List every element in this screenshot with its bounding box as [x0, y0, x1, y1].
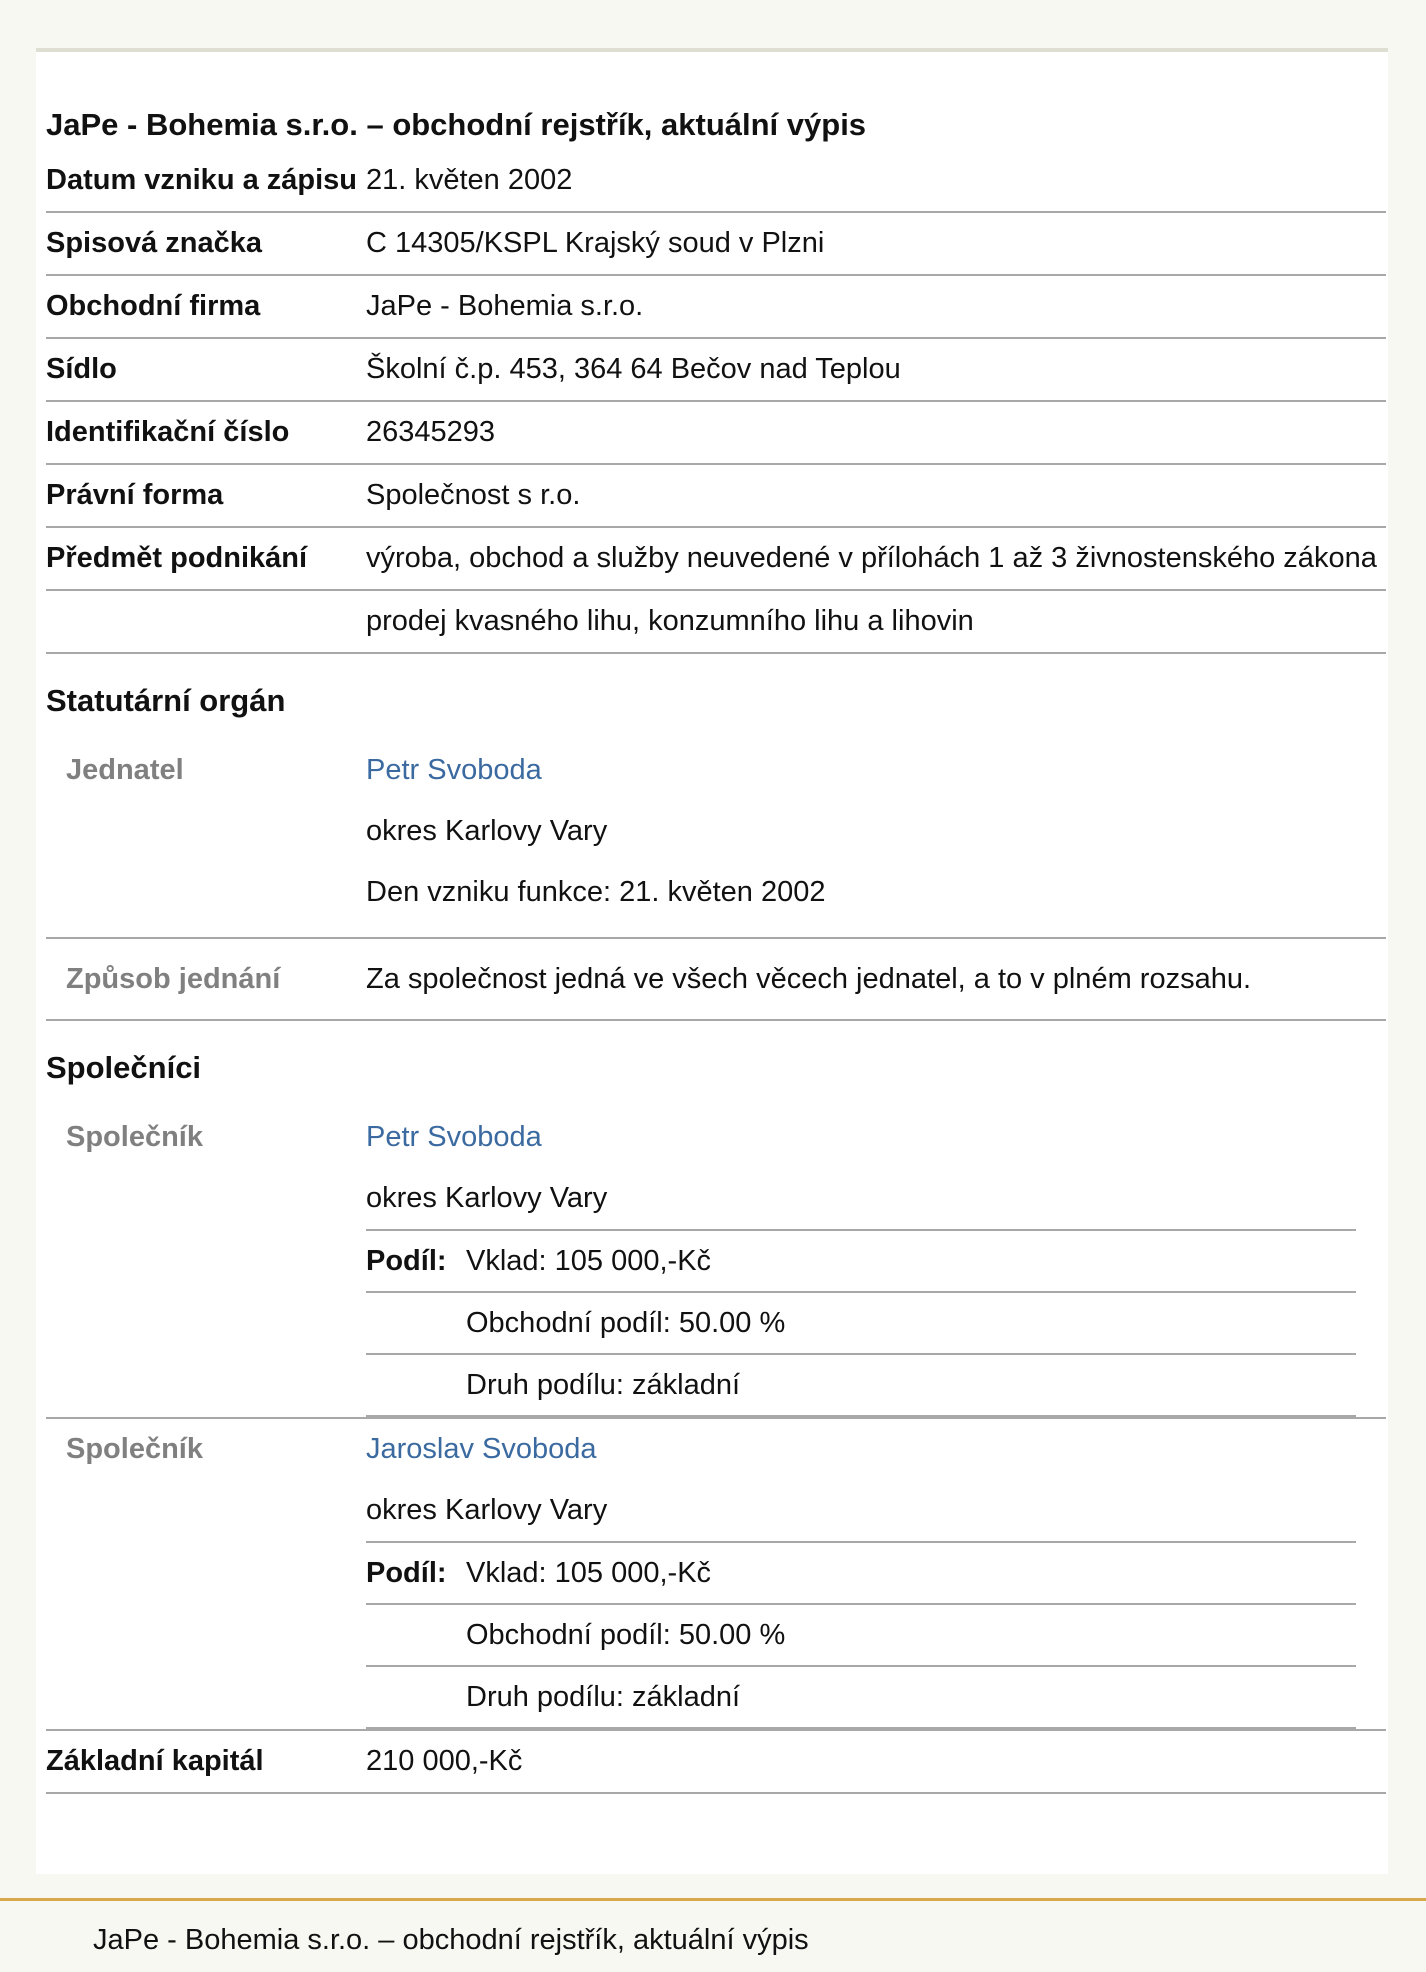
basic-info-table [46, 150, 1386, 654]
register-extract [46, 52, 1386, 1794]
row-spisova-znacka [46, 212, 1386, 275]
value-predmet: výroba, obchod a služby neuvedené v přílohách 1 až 3 živnostenského zákona [366, 527, 1386, 590]
label-jednatel: Jednatel [46, 740, 366, 938]
value-pravni-forma: Společnost s r.o. [366, 464, 1386, 527]
partner-1-deposit: Vklad: 105 000,-Kč [466, 1230, 1356, 1292]
value-zpusob-jednani: Za společnost jedná ve všech věcech jednatel, a to v plném rozsahu. [366, 938, 1386, 1020]
value-partner-2 [366, 1418, 1386, 1730]
section-statutory: Statutární orgán [46, 683, 286, 718]
label-predmet: Předmět podnikání [46, 527, 366, 590]
label-partner-1: Společník [46, 1107, 366, 1418]
label-spisova-znacka: Spisová značka [46, 212, 366, 275]
section-partners: Společníci [46, 1050, 202, 1085]
partner-2-share-type: Druh podílu: základní [466, 1666, 1356, 1728]
value-spisova-znacka: C 14305/KSPL Krajský soud v Plzni [366, 212, 1386, 275]
partner-2-deposit: Vklad: 105 000,-Kč [466, 1542, 1356, 1604]
partner-1-name-link[interactable]: Petr Svoboda [366, 1121, 542, 1153]
jednatel-name-link[interactable]: Petr Svoboda [366, 754, 542, 786]
label-datum: Datum vzniku a zápisu [46, 150, 366, 212]
footer-text: JaPe - Bohemia s.r.o. – obchodní rejstřík, aktuální výpis [93, 1924, 809, 1956]
value-sidlo: Školní č.p. 453, 364 64 Bečov nad Teplou [366, 338, 1386, 401]
partner-2-share [366, 1541, 1356, 1729]
label-capital: Základní kapitál [46, 1730, 366, 1793]
value-jednatel [366, 740, 1386, 938]
value-capital: 210 000,-Kč [366, 1730, 1386, 1793]
label-obchodni-firma: Obchodní firma [46, 275, 366, 338]
row-partner-1 [46, 1107, 1386, 1418]
jednatel-district: okres Karlovy Vary [366, 815, 608, 847]
row-ico [46, 401, 1386, 464]
row-zpusob-jednani [46, 938, 1386, 1020]
label-sidlo: Sídlo [46, 338, 366, 401]
partner-1-share-label: Podíl: [366, 1230, 466, 1292]
jednatel-since: Den vzniku funkce: 21. květen 2002 [366, 876, 826, 908]
value-ico: 26345293 [366, 401, 1386, 464]
row-capital [46, 1730, 1386, 1793]
page-title: JaPe - Bohemia s.r.o. – obchodní rejstřík, aktuální výpis [46, 107, 867, 142]
partner-1-share [366, 1229, 1356, 1417]
label-ico: Identifikační číslo [46, 401, 366, 464]
row-partner-2 [46, 1418, 1386, 1730]
statutory-table [46, 740, 1386, 1021]
row-predmet-2 [46, 590, 1386, 653]
partner-1-share-type: Druh podílu: základní [466, 1354, 1356, 1416]
row-datum [46, 150, 1386, 212]
value-datum: 21. květen 2002 [366, 150, 1386, 212]
value-obchodni-firma: JaPe - Bohemia s.r.o. [366, 275, 1386, 338]
row-pravni-forma [46, 464, 1386, 527]
partners-table [46, 1107, 1386, 1794]
value-partner-1 [366, 1107, 1386, 1418]
row-predmet [46, 527, 1386, 590]
value-predmet-2: prodej kvasného lihu, konzumního lihu a lihovin [366, 590, 1386, 653]
label-pravni-forma: Právní forma [46, 464, 366, 527]
partner-2-share-label: Podíl: [366, 1542, 466, 1604]
partner-1-district: okres Karlovy Vary [366, 1182, 608, 1214]
document-page [36, 52, 1388, 1874]
label-partner-2: Společník [46, 1418, 366, 1730]
row-jednatel [46, 740, 1386, 938]
partner-2-district: okres Karlovy Vary [366, 1494, 608, 1526]
label-zpusob-jednani: Způsob jednání [46, 938, 366, 1020]
partner-2-business-share: Obchodní podíl: 50.00 % [466, 1604, 1356, 1666]
partner-1-business-share: Obchodní podíl: 50.00 % [466, 1292, 1356, 1354]
row-obchodni-firma [46, 275, 1386, 338]
footer-divider [0, 1898, 1426, 1901]
row-sidlo [46, 338, 1386, 401]
partner-2-name-link[interactable]: Jaroslav Svoboda [366, 1433, 597, 1465]
label-predmet-2 [46, 590, 366, 653]
